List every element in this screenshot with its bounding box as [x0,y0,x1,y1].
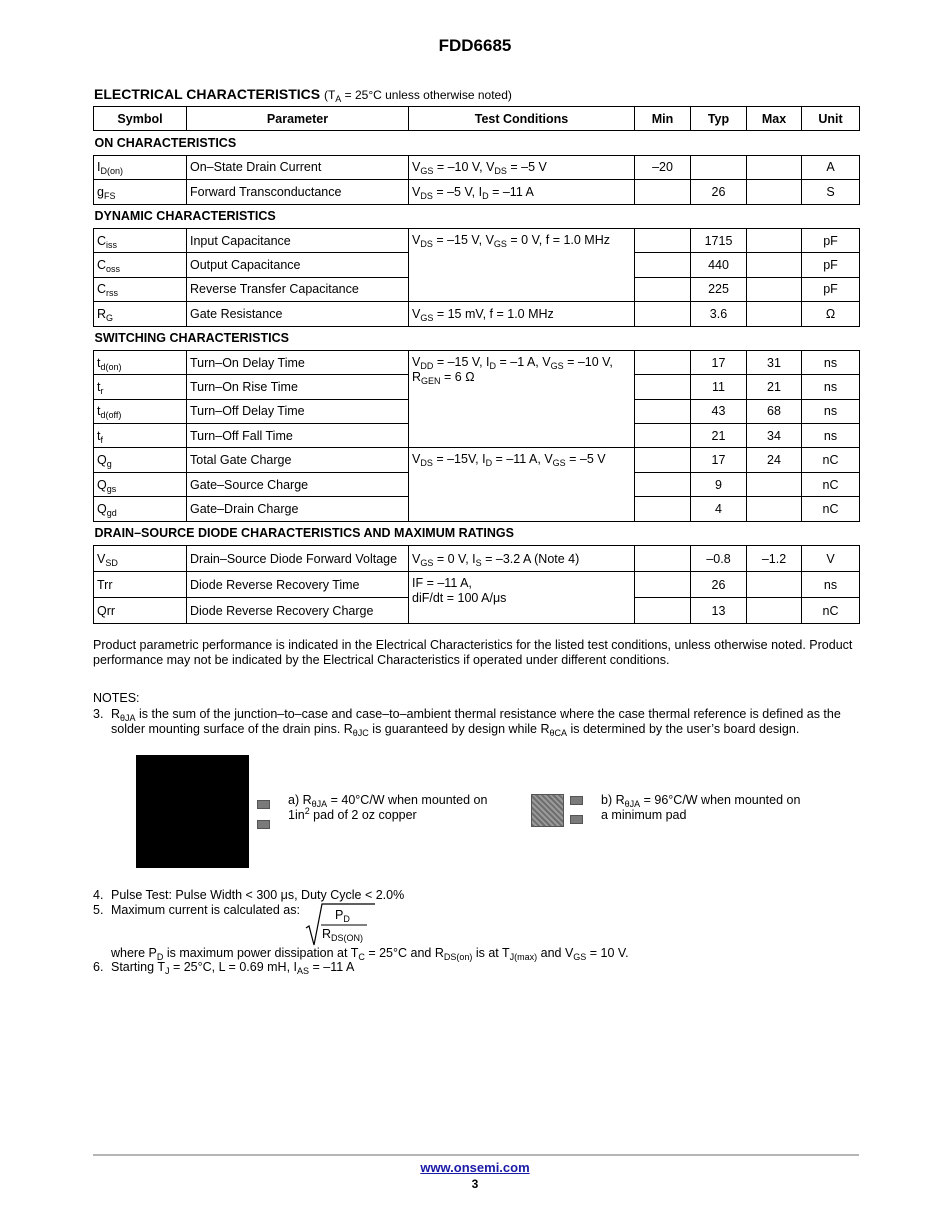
column-header: Min [635,107,691,131]
table-row: $Q_{gd}$ Gate–Drain Charge 4 nC [94,497,860,521]
table-row: $I_{D(on)}$ On–State Drain Current $V_{GS} = -10$ V, $V_{DS} = -5$ V –20 A [94,155,860,179]
test-condition: $V_{DD} = -15$ V, $I_D = -1$ A, $V_{GS} = -10$ V, $R_{GEN} = 6$ Ω [409,350,635,448]
column-header: Unit [802,107,860,131]
note-4: 4. Pulse Test: Pulse Width < 300 μs, Duty Cycle < 2.0% [93,888,405,902]
section-title: ELECTRICAL CHARACTERISTICS ($T_A = 25^\circ C$ unless otherwise noted) [94,86,512,104]
document-title: FDD6685 [438,36,512,55]
test-condition: $V_{GS} = 15$ mV, f = 1.0 MHz [409,302,635,326]
pad-lead-icon [570,796,583,805]
pad-lead-icon [570,815,583,824]
table-row: $C_{oss}$ Output Capacitance 440 pF [94,253,860,277]
test-condition: $V_{GS} = -10$ V, $V_{DS} = -5$ V [409,155,635,179]
column-header: Typ [691,107,747,131]
notes-heading: NOTES: [93,691,140,705]
test-condition: IF = –11 A, diF/dt = 100 A/μs [409,572,635,624]
table-row: $t_{d(off)}$ Turn–Off Delay Time 43 68 ns [94,399,860,423]
test-condition: $V_{DS} = -5$ V, $I_D = -11$ A [409,180,635,204]
formula-denominator: $R_{DS(ON)}$ [322,927,364,943]
footer-divider [93,1154,859,1156]
table-row: $Q_{gs}$ Gate–Source Charge 9 nC [94,472,860,496]
electrical-characteristics-table [93,106,860,624]
test-condition: $V_{GS} = 0$ V, $I_S = -3.2$ A (Note 4) [409,546,635,572]
group-row: DRAIN–SOURCE DIODE CHARACTERISTICS AND MAXIMUM RATINGS [94,521,860,545]
note-5-explanation: where $P_D$ is maximum power dissipation at $T_C = 25^\circ C$ and $R_{DS(on)}$ is at $T_{J(max)}$ and $V_{GS} = 10$ V. [111,946,629,962]
table-row: $V_{SD}$ Drain–Source Diode Forward Voltage $V_{GS} = 0$ V, $I_S = -3.2$ A (Note 4) –0.8 –1.2 V [94,546,860,572]
table-header-row [94,107,860,131]
table-row: $C_{iss}$ Input Capacitance $V_{DS} = -15$ V, $V_{GS} = 0$ V, f = 1.0 MHz 1715 pF [94,228,860,252]
disclaimer-paragraph: Product parametric performance is indicated in the Electrical Characteristics for the listed test conditions, unless otherwise noted. Product performance may not be indicated by the Electrical Characteristics if operated under different conditions. [93,638,853,667]
table-row: $R_G$ Gate Resistance $V_{GS} = 15$ mV, f = 1.0 MHz 3.6 Ω [94,302,860,326]
caption-b: b) $R_{\theta JA} = 96^\circ C/W$ when mounted on a minimum pad [601,793,801,822]
caption-a: a) $R_{\theta JA} = 40^\circ C/W$ when mounted on $1in^2$ pad of 2 oz copper [288,793,488,822]
group-row: DYNAMIC CHARACTERISTICS [94,204,860,228]
column-header: Test Conditions [409,107,635,131]
formula-numerator: $P_D$ [335,908,350,924]
table-row: $t_r$ Turn–On Rise Time 11 21 ns [94,375,860,399]
column-header: Max [747,107,802,131]
note-5: 5. Maximum current is calculated as: [93,903,300,917]
table-row: $t_{d(on)}$ Turn–On Delay Time $V_{DD} = -15$ V, $I_D = -1$ A, $V_{GS} = -10$ V, $R_{GEN} = 6$ Ω 17 31 ns [94,350,860,374]
table-row: $g_{FS}$ Forward Transconductance $V_{DS} = -5$ V, $I_D = -11$ A 26 S [94,180,860,204]
test-condition: $V_{DS} = -15$ V, $V_{GS} = 0$ V, f = 1.0 MHz [409,228,635,301]
pad-lead-icon [257,820,270,829]
table-row: Trr Diode Reverse Recovery Time IF = –11 A, diF/dt = 100 A/μs 26 ns [94,572,860,598]
column-header: Parameter [187,107,409,131]
group-row: ON CHARACTERISTICS [94,131,860,155]
table-row: Qrr Diode Reverse Recovery Charge 13 nC [94,598,860,624]
section-condition: ($T_A = 25^\circ C$ unless otherwise noted) [323,88,512,104]
note-6: 6. Starting $T_J = 25^\circ C$, L = 0.69 mH, $I_{AS} = -11$ A [93,960,355,976]
copper-pad-large-image [136,755,249,868]
column-header: Symbol [94,107,187,131]
note-3: 3. $R_{\theta JA}$ is the sum of the junction–to–case and case–to–ambient thermal resistance where the case thermal reference is defined as the solder mounting surface of the drain pins. $R_{\theta JC}$ is guaranteed by design while $R_{\theta CA}$ is determined by the user’s board design. [93,707,841,738]
table-row: $t_f$ Turn–Off Fall Time 21 34 ns [94,424,860,448]
minimum-pad-image [531,794,564,827]
max-current-formula [305,903,375,947]
page-number: 3 [471,1177,479,1191]
website-link[interactable]: www.onsemi.com [420,1160,530,1175]
test-condition: $V_{DS} = -15V$, $I_D = -11$ A, $V_{GS} = -5$ V [409,448,635,521]
table-row: $C_{rss}$ Reverse Transfer Capacitance 225 pF [94,277,860,301]
group-row: SWITCHING CHARACTERISTICS [94,326,860,350]
pad-lead-icon [257,800,270,809]
table-row: $Q_g$ Total Gate Charge $V_{DS} = -15V$, $I_D = -11$ A, $V_{GS} = -5$ V 17 24 nC [94,448,860,472]
